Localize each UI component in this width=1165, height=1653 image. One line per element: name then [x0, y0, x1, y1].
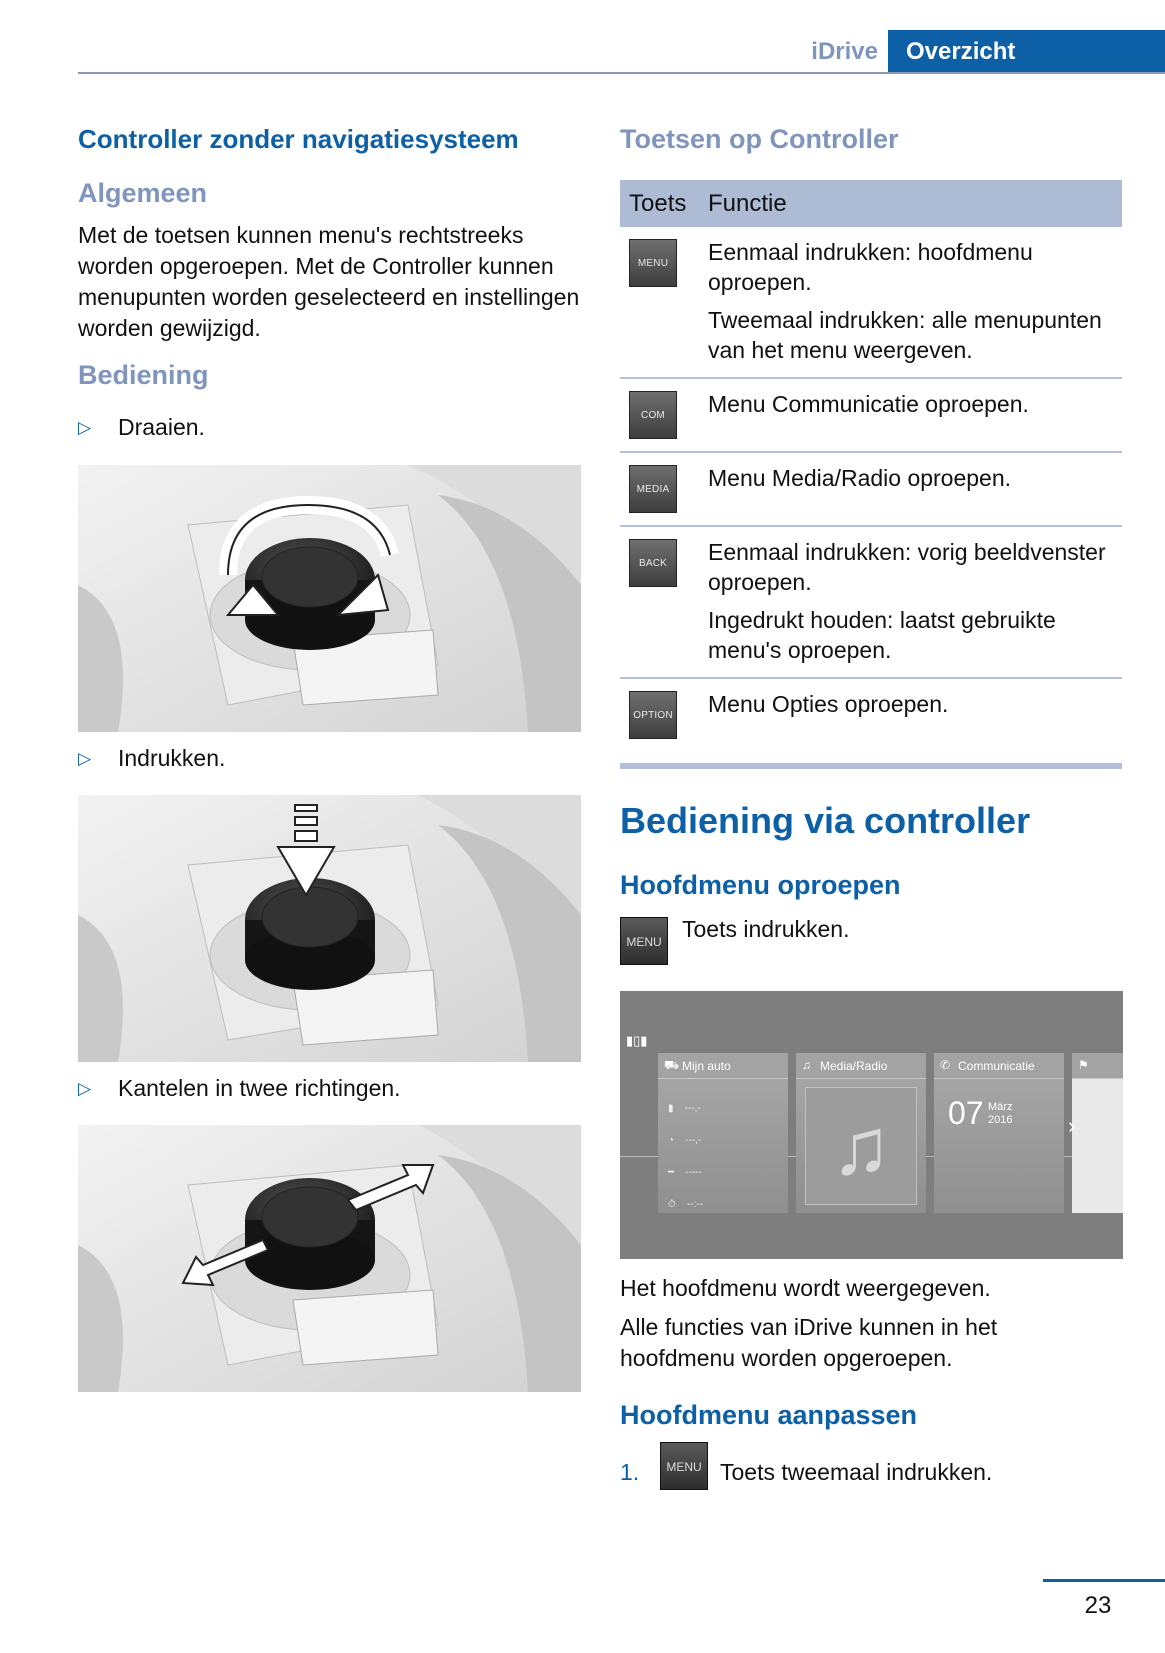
row-text: Eenmaal indrukken: hoofdmenu oproepen.	[708, 239, 1033, 295]
car-icon: ⛟	[664, 1058, 680, 1072]
bullet-kantelen: ▷ Kantelen in twee richtingen.	[78, 1075, 401, 1101]
after-screen-text-2: Alle functies van iDrive kunnen in het hoofdmenu worden opgeroepen.	[620, 1314, 998, 1371]
date-day: 07	[948, 1095, 984, 1131]
step-number: 1.	[620, 1459, 640, 1485]
idrive-main-menu-screenshot	[620, 991, 1123, 1259]
menu-key-icon: MENU	[629, 239, 677, 287]
gauge-icon: ◔	[668, 1135, 675, 1146]
tile-media-radio: ♫ Media/Radio ♫	[796, 1053, 926, 1213]
status-icon: ▮▯▮	[626, 1033, 648, 1048]
page-number: 23	[1084, 1592, 1112, 1619]
hoofdmenu-oproepen-heading: Hoofdmenu oproepen	[620, 870, 901, 900]
toetsen-heading: Toetsen op Controller	[620, 124, 899, 154]
row-text: Menu Media/Radio oproepen.	[708, 465, 1012, 491]
bullet-draaien: ▷ Draaien.	[78, 414, 205, 440]
bullet-marker-icon: ▷	[78, 418, 92, 437]
fuel-value: ▮ ---,-	[668, 1103, 701, 1114]
table-header-functie: Functie	[708, 190, 787, 217]
table-row	[620, 453, 1122, 527]
table-row	[620, 679, 1122, 751]
option-key-icon: OPTION	[629, 691, 677, 739]
controller-rotate-illustration	[78, 465, 581, 732]
controller-tilt-illustration	[78, 1125, 581, 1392]
music-cover-icon: ♫	[805, 1087, 917, 1205]
row-text: Eenmaal indrukken: vorig beeldvenster oproepen.	[708, 539, 1106, 595]
section-title: Controller zonder navigatiesysteem	[78, 124, 519, 154]
header-divider	[78, 72, 1165, 74]
menu-key-icon: MENU	[620, 917, 668, 965]
table-header	[620, 180, 1122, 227]
menu-key-icon: MENU	[660, 1442, 708, 1490]
controller-press-illustration	[78, 795, 581, 1062]
tile-mijn-auto: ⛟ Mijn auto ▮ ---,- ◔ ---,- ━ ----- ⏱ --:--	[658, 1053, 788, 1213]
tile-next	[1072, 1053, 1123, 1213]
after-screen-text-1: Het hoofdmenu wordt weergegeven.	[620, 1275, 991, 1301]
bediening-controller-heading: Bediening via controller	[620, 800, 1031, 841]
table-row	[620, 227, 1122, 379]
chevron-right-icon: ›	[1068, 1113, 1076, 1138]
hoofdmenu-aanpassen-heading: Hoofdmenu aanpassen	[620, 1400, 918, 1430]
row-text: Menu Opties oproepen.	[708, 691, 949, 717]
distance-value: ━ -----	[668, 1167, 702, 1178]
flag-icon: ⚑	[1078, 1058, 1089, 1072]
com-key-icon: COM	[629, 391, 677, 439]
distance-icon: ━	[668, 1167, 675, 1178]
header-section-label: iDrive	[811, 38, 878, 65]
phone-icon: ✆	[940, 1058, 951, 1072]
step1-text: Toets tweemaal indrukken.	[720, 1459, 993, 1485]
header-tab-overzicht: Overzicht	[888, 30, 1165, 74]
table-header-toets: Toets	[629, 190, 687, 217]
table-bottom-rule	[620, 763, 1122, 769]
timer-icon: ⏱	[668, 1199, 676, 1210]
row-text: Tweemaal indrukken: alle menupunten van het menu weergeven.	[708, 307, 1102, 363]
bullet-indrukken: ▷ Indrukken.	[78, 745, 226, 771]
page-number-rule	[1043, 1579, 1165, 1582]
bediening-heading: Bediening	[78, 360, 209, 390]
row-text: Ingedrukt houden: laatst gebruikte menu's oproepen.	[708, 607, 1056, 663]
algemeen-heading: Algemeen	[78, 178, 208, 208]
bullet-marker-icon: ▷	[78, 749, 92, 768]
hoofdmenu-oproepen-text: Toets indrukken.	[682, 916, 850, 942]
fuel-icon: ▮	[668, 1103, 674, 1114]
back-key-icon: BACK	[629, 539, 677, 587]
row-text: Menu Communicatie oproepen.	[708, 391, 1029, 417]
table-row	[620, 379, 1122, 453]
media-key-icon: MEDIA	[629, 465, 677, 513]
time-value: ⏱ --:--	[668, 1199, 704, 1210]
keys-table	[620, 180, 1122, 769]
table-row	[620, 527, 1122, 679]
bullet-marker-icon: ▷	[78, 1079, 92, 1098]
music-note-icon: ♫	[802, 1058, 811, 1072]
date-month: März	[988, 1101, 1013, 1113]
date-year: 2016	[988, 1114, 1013, 1126]
tile-communicatie: ✆ Communicatie 07 März 2016	[934, 1053, 1064, 1213]
clock-value: ◔ ---,-	[668, 1135, 702, 1146]
algemeen-text: Met de toetsen kunnen menu's rechtstreeks worden opgeroepen. Met de Controller kunnen menupunten worden geselecteerd en instellingen worden gewijzigd.	[78, 222, 580, 341]
